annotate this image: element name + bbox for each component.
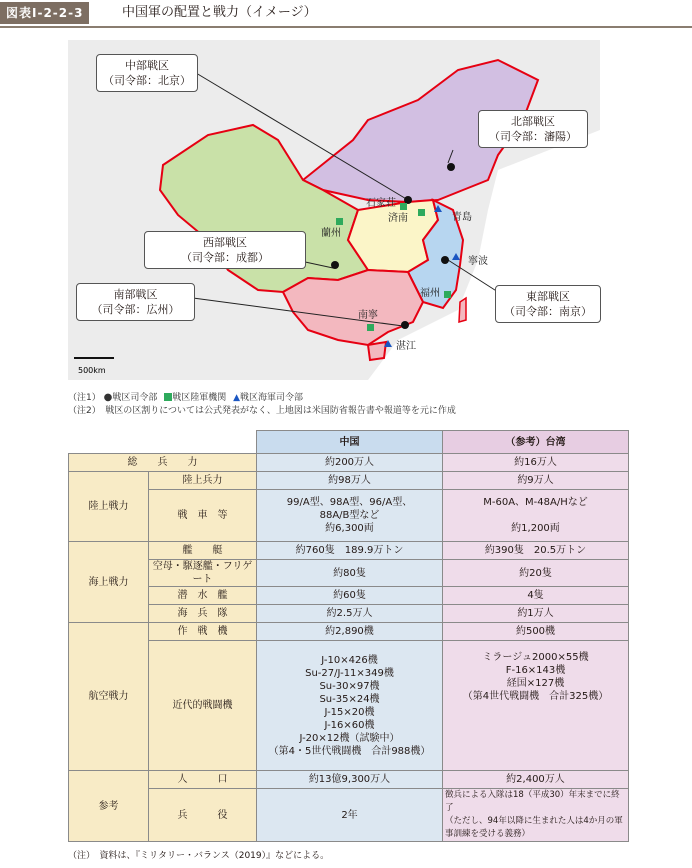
cell-population-cn: 約13億9,300万人: [257, 771, 443, 789]
south-theater-name: 南部戦区: [113, 288, 158, 301]
cell-fighters-tw: [443, 641, 629, 771]
cell-total-tw: 約16万人: [443, 454, 629, 472]
figure-number: 図表Ⅰ-2-2-3: [0, 2, 89, 24]
forces-table: [68, 430, 629, 842]
group-label-ref: 参考: [69, 771, 149, 842]
fighter-tw-line: （第4世代戦闘機 合計325機）: [462, 691, 609, 702]
hq-chengdu: [331, 261, 339, 269]
city-ningbo: 寧波: [468, 256, 488, 267]
hq-nanjing: [441, 256, 449, 264]
cell-total-cn: 約200万人: [257, 454, 443, 472]
tanks-tw-line: M-60A、M-48A/Hなど: [483, 497, 588, 508]
row-label-ships: 艦 艇: [149, 542, 257, 560]
hq-beijing: [404, 196, 412, 204]
group-label-army: 陸上戦力: [69, 472, 149, 542]
row-label-service: 兵 役: [149, 789, 257, 842]
note-1: [68, 392, 303, 404]
city-fuzhou: 福州: [420, 288, 440, 299]
army-shijiazhuang: [400, 203, 407, 210]
cell-service-cn: 2年: [257, 789, 443, 842]
label-south-theater: [76, 283, 195, 321]
central-theater-hq: （司令部：北京）: [103, 74, 191, 87]
table-row: [69, 490, 629, 542]
table-header-row: [69, 431, 629, 454]
label-east-theater: [495, 285, 601, 323]
table-row: [69, 587, 629, 605]
fighter-cn-line: J-10×426機: [321, 654, 378, 666]
taiwan-island: [459, 298, 466, 322]
cell-carriers-cn: 約80隻: [257, 560, 443, 587]
hq-shenyang: [447, 163, 455, 171]
table-row: [69, 641, 629, 771]
fighter-cn-line: （第4・5世代戦闘機 合計988機）: [268, 745, 431, 757]
west-theater-name: 西部戦区: [203, 236, 247, 249]
row-label-tanks: 戦 車 等: [149, 490, 257, 542]
cell-population-tw: 約2,400万人: [443, 771, 629, 789]
label-west-theater: [144, 231, 306, 269]
cell-troops-tw: 約9万人: [443, 472, 629, 490]
row-label-aircraft: 作 戦 機: [149, 623, 257, 641]
fighter-cn-line: J-20×12機（試験中）: [299, 732, 400, 744]
row-label-marines: 海 兵 隊: [149, 605, 257, 623]
fighter-cn-line: Su-35×24機: [319, 693, 380, 705]
fighter-cn-line: Su-27/J-11×349機: [305, 667, 394, 679]
north-theater-name: 北部戦区: [511, 115, 555, 128]
east-theater-name: 東部戦区: [526, 290, 570, 303]
north-theater-hq: （司令部：瀋陽）: [489, 130, 577, 143]
cell-aircraft-cn: 約2,890機: [257, 623, 443, 641]
note-1-prefix: （注1）: [68, 393, 101, 403]
row-label-subs: 潜 水 艦: [149, 587, 257, 605]
tanks-cn-line: 88A/B型など: [319, 510, 380, 521]
fighter-cn-line: J-16×60機: [324, 719, 375, 731]
fighter-cn-line: J-15×20機: [324, 706, 375, 718]
footnote: （注） 資料は、『ミリタリー・バランス（2019）』などによる。: [68, 851, 330, 861]
legend-navy-icon: ▲: [233, 393, 241, 403]
west-theater-hq: （司令部：成都）: [181, 251, 269, 264]
city-lanzhou: 蘭州: [321, 228, 341, 239]
table-row: [69, 472, 629, 490]
city-qingdao: 青島: [452, 212, 472, 223]
table-row: [69, 542, 629, 560]
table-row: [69, 771, 629, 789]
army-jinan: [418, 209, 425, 216]
fighter-tw-line: 経国×127機: [506, 678, 565, 689]
table-row: [69, 560, 629, 587]
legend-hq-label: 戦区司令部: [112, 393, 158, 403]
row-label-population: 人 口: [149, 771, 257, 789]
note-2: （注2） 戦区の区割りについては公式発表がなく、上地図は米国防省報告書や報道等を元に作成: [68, 406, 456, 416]
cell-ships-cn: 約760隻 189.9万トン: [257, 542, 443, 560]
cell-tanks-cn: [257, 490, 443, 542]
row-label-total: 総 兵 力: [69, 454, 257, 472]
cell-marines-cn: 約2.5万人: [257, 605, 443, 623]
legend-army-label: 戦区陸軍機関: [172, 393, 227, 403]
service-tw-line: 徴兵による入隊は18（平成30）年末までに終了: [445, 790, 620, 813]
service-tw-line: （ただし、94年以降に生まれた人は4か月の軍: [445, 816, 623, 826]
cell-subs-tw: 4隻: [443, 587, 629, 605]
fighter-cn-line: Su-30×97機: [319, 680, 380, 692]
cell-aircraft-tw: 約500機: [443, 623, 629, 641]
table-row: [69, 623, 629, 641]
legend-hq-icon: ●: [103, 392, 113, 403]
table-row: [69, 789, 629, 842]
city-jinan: 済南: [388, 213, 408, 224]
tanks-tw-line: 約1,200両: [511, 523, 560, 534]
central-theater-name: 中部戦区: [125, 59, 169, 72]
scale-label: 500km: [78, 366, 106, 375]
city-nanning: 南寧: [358, 310, 378, 321]
fighter-tw-line: F-16×143機: [505, 665, 566, 676]
army-nanning: [367, 324, 374, 331]
cell-marines-tw: 約1万人: [443, 605, 629, 623]
figure-header: [0, 0, 692, 28]
hainan-island: [368, 342, 386, 360]
row-label-fighters: 近代的戦闘機: [149, 641, 257, 771]
cell-troops-cn: 約98万人: [257, 472, 443, 490]
group-label-air: 航空戦力: [69, 623, 149, 771]
cell-fighters-cn: [257, 641, 443, 771]
legend-navy-label: 戦区海軍司令部: [240, 393, 304, 403]
cell-carriers-tw: 約20隻: [443, 560, 629, 587]
fighter-tw-line: ミラージュ2000×55機: [482, 652, 589, 663]
tanks-cn-line: 約6,300両: [325, 523, 374, 534]
tanks-cn-line: 99/A型、98A型、96/A型、: [286, 497, 413, 508]
row-label-troops: 陸上兵力: [149, 472, 257, 490]
table-row: [69, 454, 629, 472]
tanks-tw-line: [445, 509, 626, 522]
col-header-taiwan: （参考）台湾: [443, 431, 629, 454]
cell-tanks-tw: [443, 490, 629, 542]
label-north-theater: [478, 110, 588, 148]
city-zhanjiang: 湛江: [396, 341, 416, 352]
group-label-navy: 海上戦力: [69, 542, 149, 623]
label-central-theater: [96, 54, 198, 92]
cell-ships-tw: 約390隻 20.5万トン: [443, 542, 629, 560]
cell-subs-cn: 約60隻: [257, 587, 443, 605]
south-theater-hq: （司令部：広州）: [91, 303, 180, 316]
city-shijiazhuang: 石家荘: [366, 198, 396, 209]
east-theater-hq: （司令部：南京）: [504, 305, 592, 318]
row-label-carriers: 空母・駆逐艦・フリゲート: [149, 560, 257, 587]
table-row: [69, 605, 629, 623]
col-header-china: 中国: [257, 431, 443, 454]
army-fuzhou: [444, 291, 451, 298]
army-lanzhou: [336, 218, 343, 225]
service-tw-line: 事訓練を受ける義務）: [445, 829, 531, 839]
hq-guangzhou: [401, 321, 409, 329]
figure-title: 中国軍の配置と戦力（イメージ）: [122, 5, 317, 20]
cell-service-tw: [443, 789, 629, 842]
